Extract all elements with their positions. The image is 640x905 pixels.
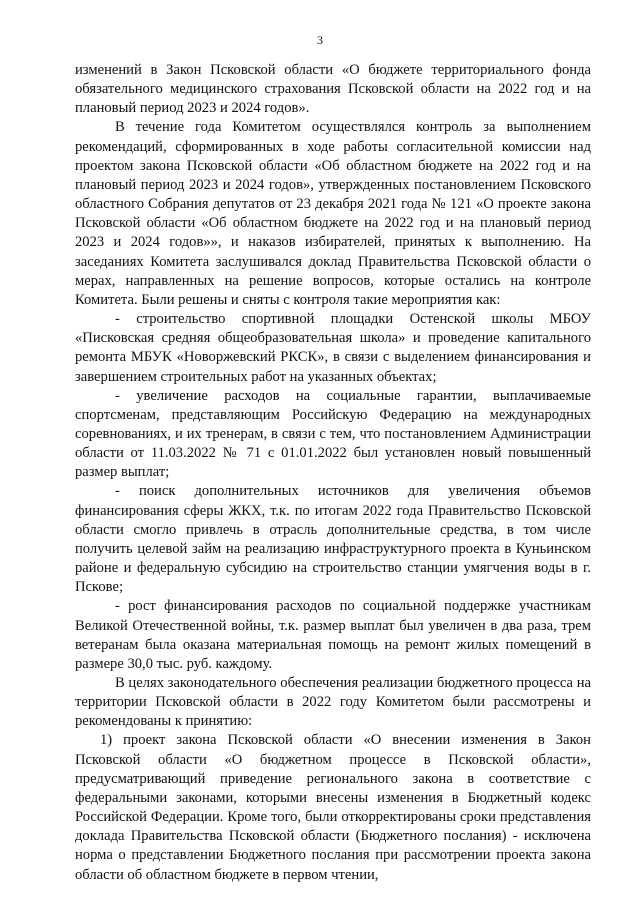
page-number: 3 [317,33,323,47]
paragraph-budget-fund-continuation: изменений в Закон Псковской области «О бюджете территориального фонда обязательного медицинского страхования Псковской области на 2022 год и на плановый период 2023 и 2024 годов». [75,62,591,117]
paragraph-legislative-support: В целях законодательного обеспечения реализации бюджетного процесса на территории Псковской области в 2022 году Комитетом были рассмотрены и рекомендованы к принятию: [75,675,591,730]
document-body [75,61,591,885]
paragraph-budget-process-law: 1) проект закона Псковской области «О внесении изменения в Закон Псковской области «О бюджетном процессе в Псковской области», предусматривающий приведение регионального закона в соответствие с федеральными законами, которыми внесены изменения в Бюджетный кодекс Российской Федерации. Кроме того, были откорректированы сроки представления доклада Правительства Псковской области (Бюджетного послания) - исключена норма о представлении Бюджетного послания при рассмотрении проекта закона области об областном бюджете в первом чтении, [75,732,591,883]
list-item-housing-funding: - поиск дополнительных источников для увеличения объемов финансирования сферы ЖКХ, т.к. по итогам 2022 года Правительство Псковской области смогло привлечь в отрасль дополнительные средства, в том числе получить целевой займ на реализацию инфраструктурного проекта в Куньинском районе и федеральную субсидию на строительство станции умягчения воды в г. Пскове; [75,483,591,596]
list-item-sports-ground: - строительство спортивной площадки Остенской школы МБОУ «Писковская средняя общеобразовательная школа» и проведение капитального ремонта МБУК «Новоржевский РКСК», в связи с выделением финансирования и завершением строительных работ на указанных объектах; [75,311,591,385]
list-item-veteran-support: - рост финансирования расходов по социальной поддержке участникам Великой Отечественной войны, т.к. размер выплат был увеличен в два раза, трем ветеранам была оказана материальная помощь на ремонт жилых помещений в размере 30,0 тыс. руб. каждому. [75,598,591,672]
paragraph-control-of-recommendations: В течение года Комитетом осуществлялся контроль за выполнением рекомендаций, сформированных в ходе работы согласительной комиссии над проектом закона Псковской области «Об областном бюджете на 2022 год и на плановый период 2023 и 2024 годов», утвержденных постановлением Псковского областного Собрания депутатов от 23 декабря 2021 года № 121 «О проекте закона Псковской области «Об областном бюджете на 2022 год и на плановый период 2023 и 2024 годов»», и наказов избирателей, принятых к выполнению. На заседаниях Комитета заслушивался доклад Правительства Псковской области о мерах, направленных на решение вопросов, которые остались на контроле Комитета. Были решены и сняты с контроля такие мероприятия как: [75,119,591,308]
list-item-athlete-guarantees: - увеличение расходов на социальные гарантии, выплачиваемые спортсменам, представляющим Российскую Федерацию на международных соревнованиях, и их тренерам, в связи с тем, что постановлением Администрации области от 11.03.2022 № 71 с 01.01.2022 был установлен новый повышенный размер выплат; [75,387,591,481]
